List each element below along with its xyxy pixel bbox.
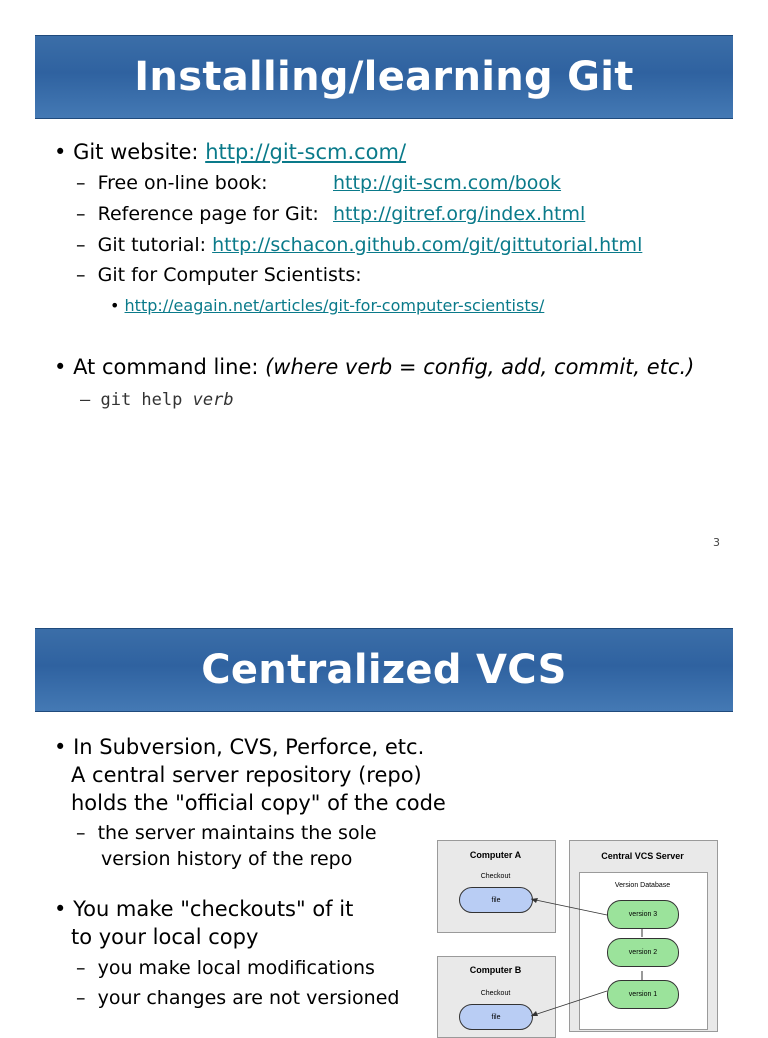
dash: – (76, 264, 98, 286)
sub-item-not-versioned (76, 987, 399, 1009)
computer-b-label: Computer B (469, 965, 522, 975)
file-node: file (459, 1004, 533, 1030)
checkout-label: Checkout (480, 873, 511, 880)
centralized-vcs-diagram (437, 840, 717, 1024)
sub-item-label: your changes are not versioned (97, 987, 400, 1009)
version-2-node: version 2 (607, 938, 679, 967)
sub-item-book (76, 172, 268, 194)
central-server-label: Central VCS Server (601, 851, 684, 861)
bullet-text: Git website: (73, 140, 206, 164)
sub-item-tutorial (76, 234, 642, 256)
sub-item-line: version history of the repo (101, 848, 353, 870)
bullet-command-line (54, 355, 694, 379)
command-arg: verb (192, 390, 234, 410)
sub-item-reference (76, 203, 319, 225)
checkout-label: Checkout (480, 990, 511, 997)
sub-item-computer-scientists (76, 264, 362, 286)
version-1-node: version 1 (607, 980, 679, 1009)
bullet-line: In Subversion, CVS, Perforce, etc. (73, 735, 425, 759)
bullet-line: You make "checkouts" of it (73, 897, 354, 921)
bullet-italic-note: (where verb = config, add, commit, etc.) (265, 355, 695, 379)
dash: – (80, 390, 101, 410)
version-3-node: version 3 (607, 900, 679, 929)
file-node: file (459, 887, 533, 913)
sub-item-label: Git tutorial: (97, 234, 207, 256)
sub-item-label: the server maintains the sole (97, 822, 377, 844)
slide-title-bar (35, 628, 733, 712)
sub-item-label: you make local modifications (97, 957, 375, 979)
slide-title-bar (35, 35, 733, 119)
bullet-text: At command line: (73, 355, 266, 379)
computer-a-label: Computer A (469, 850, 522, 860)
dash: – (76, 822, 98, 844)
bullet-line: to your local copy (71, 925, 259, 949)
page-number: 3 (713, 536, 720, 549)
sub-item-modifications (76, 957, 375, 979)
dash: – (76, 957, 98, 979)
sub-item-label: Git for Computer Scientists: (97, 264, 362, 286)
eagain-link[interactable]: http://eagain.net/articles/git-for-computer-scientists/ (124, 296, 545, 315)
bullet-dot: • (54, 897, 74, 921)
bullet-subversion (54, 735, 424, 759)
sub-item-label: Reference page for Git: (97, 203, 319, 225)
slide-title: Installing/learning Git (134, 54, 634, 100)
bullet-git-website (54, 140, 406, 164)
bullet-dot: • (110, 296, 125, 315)
bullet-line: holds the "official copy" of the code (71, 791, 446, 815)
command-code: git help (100, 390, 193, 410)
bullet-line: A central server repository (repo) (71, 763, 422, 787)
tutorial-link[interactable]: http://schacon.github.com/git/gittutorial.html (212, 234, 643, 256)
slide-centralized-vcs (0, 592, 768, 1024)
dash: – (76, 987, 98, 1009)
bullet-dot: • (54, 140, 74, 164)
sub-item-label: Free on-line book: (97, 172, 268, 194)
dash: – (76, 203, 98, 225)
reference-link[interactable]: http://gitref.org/index.html (333, 203, 586, 225)
bullet-dot: • (54, 355, 74, 379)
dash: – (76, 234, 98, 256)
git-website-link[interactable]: http://git-scm.com/ (205, 140, 407, 164)
book-link[interactable]: http://git-scm.com/book (333, 172, 562, 194)
sub-item-server (76, 822, 377, 844)
dash: – (76, 172, 98, 194)
version-database-label: Version Database (614, 882, 671, 889)
slide-title: Centralized VCS (201, 647, 567, 693)
bullet-checkouts (54, 897, 353, 921)
command-item (80, 390, 234, 410)
subsub-item (110, 296, 544, 315)
bullet-dot: • (54, 735, 74, 759)
